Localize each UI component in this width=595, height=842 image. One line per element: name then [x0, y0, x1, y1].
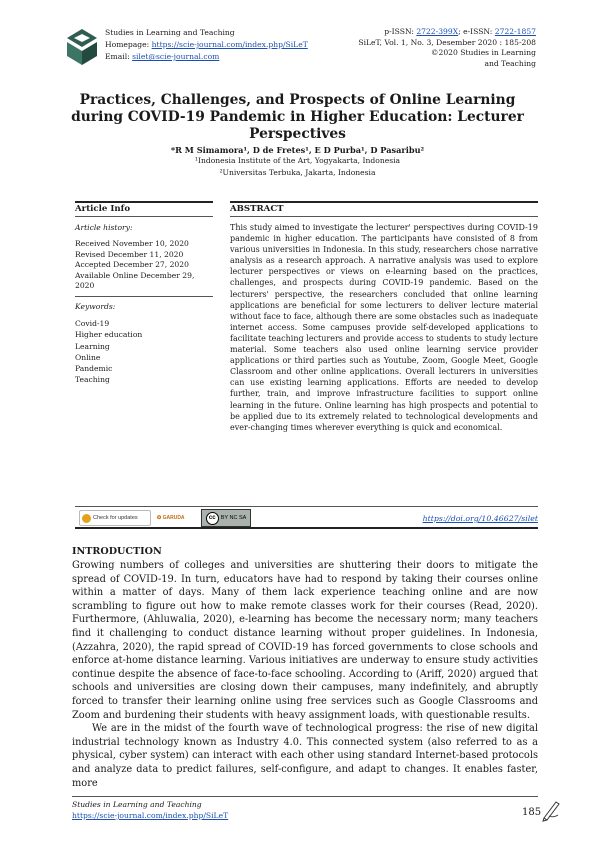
keyword: Online: [75, 352, 101, 362]
history-received: Received November 10, 2020: [75, 239, 189, 248]
badge-row: [79, 509, 251, 527]
footer-rule: [72, 796, 538, 797]
keyword: Learning: [75, 341, 110, 351]
homepage-label: Homepage:: [105, 40, 150, 49]
abstract-rule: [230, 216, 538, 217]
article-history: [75, 239, 215, 292]
header-left: [105, 27, 308, 63]
pen-icon: [540, 798, 562, 822]
footer-journal: Studies in Learning and Teaching: [72, 800, 202, 809]
cc-icon: cc: [206, 512, 219, 525]
paragraph-2: We are in the midst of the fourth wave of technological progress: the rise of new digital industrial technology known as Industry 4.0. This connected system (also referred to as a physical, cyber system) can interact with each other using standard Internet-based protocols and analyze data to predict failures, self-configure, and adapt to changes. It enables faster, more: [72, 723, 538, 789]
keywords-label: Keywords:: [75, 302, 116, 311]
email-label: Email:: [105, 52, 130, 61]
paragraph-1: Growing numbers of colleges and universities are shuttering their doors to mitigate the spread of COVID-19. In turn, educators have had to respond by taking their courses online within a matter of days. Many of them lack experience teaching online and are now scrambling to figure out how to make remote classes work for their courses (Read, 2020). Furthermore, (Ahluwalia, 2020), e-learning has become the necessary norm; many teachers find it challenging to conduct distance learning without proper guidelines. In Indonesia, (Azzahra, 2020), the rapid spread of COVID-19 has forced governments to close schools and enforce at-home distance learning. Various initiatives are underway to ensure study activities continue despite the absence of face-to-face schooling. According to (Ariff, 2020) argued that schools and universities are closing down their campuses, many indefinitely, and abruptly forced to transfer their learning online using free services such as Google Classrooms and Zoom and burdening their students with heavy assignment loads, with questionable results.: [72, 560, 538, 721]
citation: SiLeT, Vol. 1, No. 3, Desember 2020 : 185-208: [358, 37, 536, 47]
keywords-list: [75, 318, 215, 386]
copyright-1: ©2020 Studies in Learning: [430, 48, 536, 57]
keyword: Teaching: [75, 375, 110, 385]
badge-top-rule: [75, 506, 538, 507]
doi-link[interactable]: https://doi.org/10.46627/silet: [422, 514, 538, 523]
keyword: Higher education: [75, 330, 143, 340]
updates-icon: [82, 514, 91, 523]
keywords-rule: [75, 296, 213, 297]
introduction-body: [72, 559, 538, 790]
pissn-link[interactable]: 2722-399X: [416, 27, 459, 36]
article-info-top-rule: [75, 201, 213, 203]
history-online: Available Online December 29,: [75, 270, 195, 280]
affiliation-1: ¹Indonesia Institute of the Art, Yogyakarta, Indonesia: [194, 156, 401, 165]
keyword: Covid-19: [75, 319, 110, 328]
badge-bottom-rule: [75, 527, 538, 529]
journal-name: Studies in Learning and Teaching: [105, 28, 235, 37]
creative-commons-badge[interactable]: cc BY NC SA: [201, 509, 251, 527]
page-number: 185: [522, 807, 542, 818]
copyright-2: and Teaching: [484, 58, 536, 68]
check-for-updates-badge[interactable]: Check for updates: [79, 510, 151, 526]
abstract-top-rule: [230, 201, 538, 203]
paper-title: Practices, Challenges, and Prospects of Online Learning during COVID-19 Pandemic in Higher Education: Lecturer Perspectives: [71, 92, 524, 142]
garuda-icon: ✪: [157, 515, 162, 521]
history-label: Article history:: [75, 223, 133, 232]
history-accepted: Accepted December 27, 2020: [75, 260, 189, 269]
journal-logo-icon: [66, 28, 98, 66]
authors: *R M Simamora¹, D de Fretes¹, E D Purba¹, D Pasaribu²: [170, 145, 425, 155]
footer-url[interactable]: https://scie-journal.com/index.php/SiLeT: [72, 811, 229, 820]
article-info-rule: [75, 216, 213, 217]
keyword: Pandemic: [75, 364, 113, 374]
homepage-link[interactable]: https://scie-journal.com/index.php/SiLeT: [151, 40, 308, 49]
abstract-text: This study aimed to investigate the lecturer' perspectives during COVID-19 pandemic in higher education. The participants have consisted of 8 from various universities in Indonesia. In this study, researchers chose narrative analysis as a research approach. A narrative analysis was used to explore lecturer perspectives or views on e-learning based on the practices, challenges, and prospects during COVID-19 pandemic. Based on the lecturers' perspective, the researchers concluded that online learning applications are beneficial for some lecturers to deliver lecture material without face to face, although there are some obstacles such as inadequate internet access. Some campuses provide self-developed applications to facilitate teaching lecturers and provide access to students to study lecture material. Some teachers also used online learning service provider applications or third parties such as Youtube, Zoom, Google Meet, Google Classroom and other online applications. Overall lecturers in universities can use existing learning applications. Efforts are needed to develop further, train, and improve infrastructure facilities to support online learning in the future. Online learning has high prospects and potential to be applied due to its extremely related to technological developments and ever-changing times wherever everything is quick and economical.: [230, 223, 538, 432]
email-link[interactable]: silet@scie-journal.com: [132, 52, 220, 61]
article-info-heading: Article Info: [75, 204, 131, 214]
header-right: p-ISSN: 2722-399X; e-ISSN: 2722-1857 SiLeT, Vol. 1, No. 3, Desember 2020 : 185-208 ©2020 Studies in Learning and Teaching: [346, 27, 536, 69]
history-revised: Revised December 11, 2020: [75, 249, 184, 259]
eissn-link[interactable]: 2722-1857: [494, 27, 536, 36]
garuda-badge[interactable]: ✪ GARUDA: [157, 515, 185, 521]
affiliation-2: ²Universitas Terbuka, Jakarta, Indonesia: [219, 168, 376, 177]
introduction-heading: INTRODUCTION: [72, 546, 162, 557]
history-online-year: 2020: [75, 281, 95, 290]
abstract-heading: ABSTRACT: [230, 204, 284, 214]
